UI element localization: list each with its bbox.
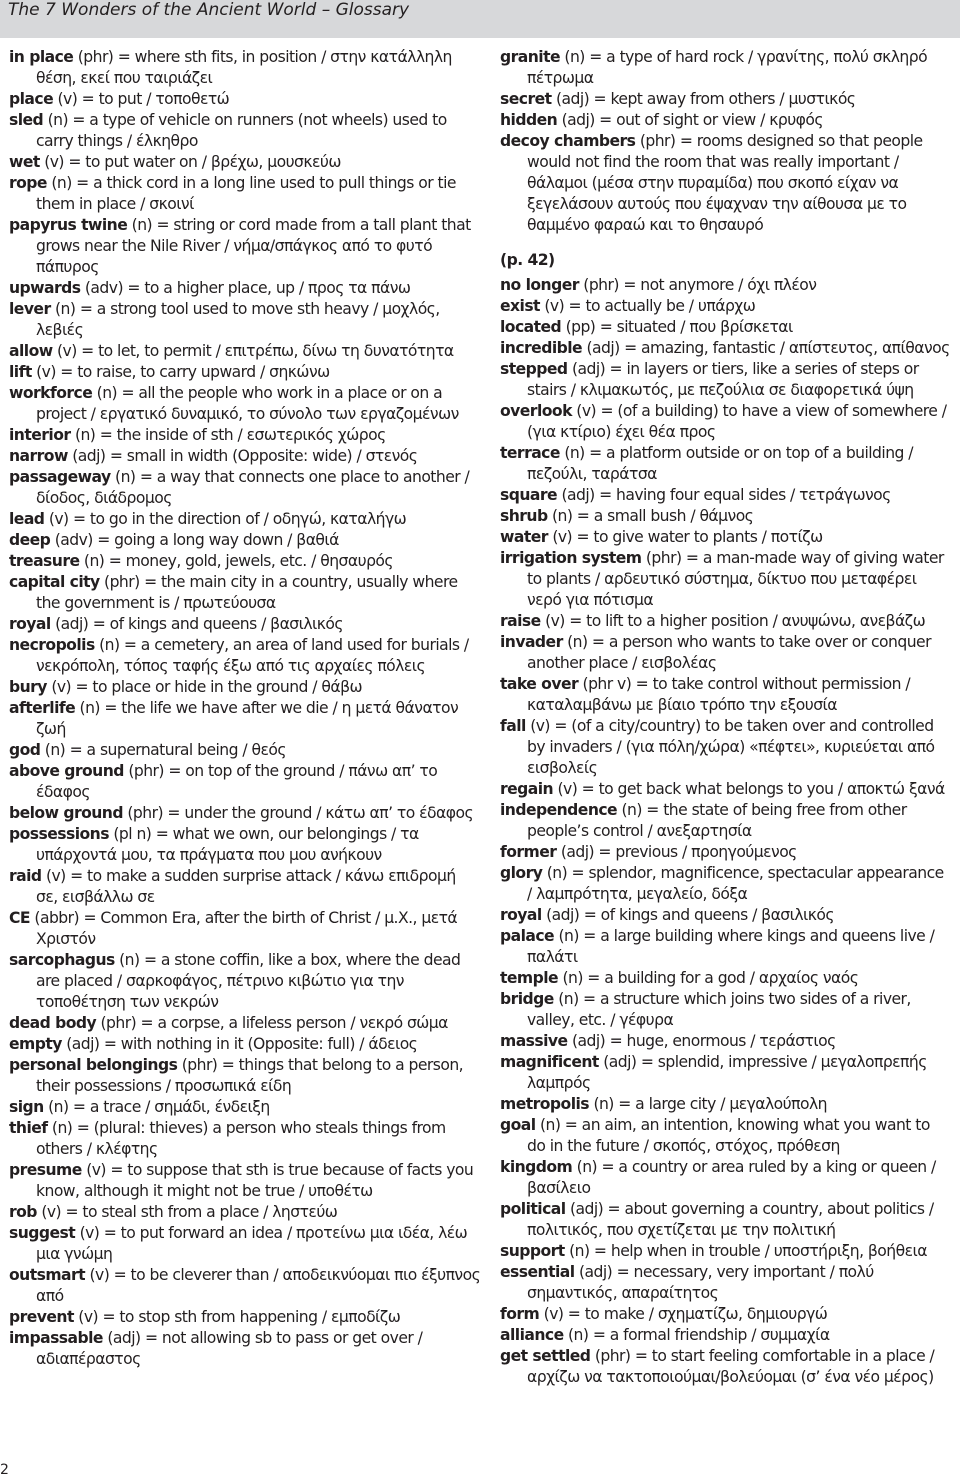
glossary-entry (500, 1115, 952, 1157)
glossary-term: rope (9, 174, 47, 192)
glossary-entry (500, 89, 952, 110)
glossary-term: lever (9, 300, 51, 318)
glossary-term: papyrus twine (9, 216, 128, 234)
glossary-entry (9, 425, 481, 446)
glossary-term: dead body (9, 1014, 97, 1032)
glossary-entry (9, 761, 481, 803)
glossary-definition: (pl n) = what we own, our belongings / τα υπάρχοντά μου, τα πράγματα που μου ανήκουν (36, 825, 419, 864)
glossary-entry (9, 1118, 481, 1160)
glossary-term: decoy chambers (500, 132, 636, 150)
glossary-definition: (phr) = things that belong to a person, their possessions / προσωπικά είδη (36, 1056, 464, 1095)
glossary-term: fall (500, 717, 526, 735)
glossary-entry (9, 47, 481, 89)
glossary-entry (500, 1304, 952, 1325)
glossary-term: in place (9, 48, 74, 66)
glossary-definition: (v) = to make / σχηματίζω, δημιουργώ (539, 1305, 828, 1323)
glossary-term: prevent (9, 1308, 74, 1326)
glossary-term: located (500, 318, 562, 336)
glossary-entry (500, 968, 952, 989)
glossary-column-left (9, 47, 481, 1370)
glossary-term: allow (9, 342, 53, 360)
glossary-entry (9, 1097, 481, 1118)
glossary-definition: (phr v) = to take control without permission / καταλαμβάνω με βίαιο τρόπο την εξουσία (527, 675, 911, 714)
glossary-entry (500, 338, 952, 359)
glossary-definition: (n) = string or cord made from a tall plant that grows near the Nile River / νήμα/σπάγκος από το φυτό πάπυρος (36, 216, 471, 276)
glossary-entry (9, 1160, 481, 1202)
glossary-entry (9, 614, 481, 635)
glossary-definition: (adj) = not allowing sb to pass or get over / αδιαπέραστος (36, 1329, 423, 1368)
glossary-term: wet (9, 153, 40, 171)
glossary-term: goal (500, 1116, 536, 1134)
glossary-term: necropolis (9, 636, 95, 654)
glossary-entry (9, 1202, 481, 1223)
glossary-definition: (phr) = a man-made way of giving water to plants / αρδευτικό σύστημα, δίκτυο που μεταφέρει νερό για πότισμα (527, 549, 944, 609)
glossary-definition: (n) = a structure which joins two sides of a river, valley, etc. / γέφυρα (527, 990, 911, 1029)
glossary-term: sled (9, 111, 44, 129)
glossary-entry (9, 1055, 481, 1097)
glossary-term: capital city (9, 573, 100, 591)
glossary-entry (9, 1223, 481, 1265)
glossary-term: irrigation system (500, 549, 642, 567)
glossary-definition: (adv) = going a long way down / βαθιά (50, 531, 339, 549)
glossary-term: above ground (9, 762, 124, 780)
glossary-definition: (adj) = previous / προηγούμενος (556, 843, 797, 861)
glossary-term: raise (500, 612, 541, 630)
glossary-term: support (500, 1242, 565, 1260)
glossary-entry (9, 803, 481, 824)
glossary-definition: (n) = the inside of sth / εσωτερικός χώρος (70, 426, 386, 444)
glossary-definition: (n) = a person who wants to take over or conquer another place / εισβολέας (527, 633, 931, 672)
glossary-definition: (n) = a supernatural being / θεός (40, 741, 286, 759)
glossary-definition: (n) = a strong tool used to move sth heavy / μοχλός, λεβιές (36, 300, 440, 339)
entry-list-right-top (500, 47, 952, 236)
glossary-entry (9, 572, 481, 614)
glossary-definition: (adj) = with nothing in it (Opposite: full) / άδειος (61, 1035, 418, 1053)
page-header (0, 0, 960, 38)
page-number: 2 (0, 1462, 9, 1478)
glossary-term: god (9, 741, 41, 759)
glossary-entry (500, 548, 952, 611)
glossary-entry (9, 152, 481, 173)
glossary-definition: (n) = an aim, an intention, knowing what you want to do in the future / σκοπός, στόχος, πρόθεση (527, 1116, 930, 1155)
glossary-entry (9, 509, 481, 530)
glossary-definition: (v) = to get back what belongs to you / αποκτώ ξανά (553, 780, 945, 798)
glossary-term: upwards (9, 279, 81, 297)
glossary-definition: (v) = (of a building) to have a view of somewhere / (για κτίριο) έχει θέα προς (527, 402, 947, 441)
glossary-entry (9, 299, 481, 341)
glossary-definition: (v) = (of a city/country) to be taken over and controlled by invaders / (για πόλη/χώρα) «πέφτει», κυριεύεται από εισβολείς (525, 717, 935, 777)
glossary-column-right (500, 47, 952, 1388)
glossary-definition: (v) = to actually be / υπάρχω (539, 297, 756, 315)
glossary-term: suggest (9, 1224, 76, 1242)
glossary-definition: (n) = all the people who work in a place or on a project / εργατικό δυναμικό, το σύνολο των εργαζομένων (36, 384, 459, 423)
glossary-entry (500, 1241, 952, 1262)
glossary-entry (9, 950, 481, 1013)
glossary-term: CE (9, 909, 30, 927)
glossary-term: secret (500, 90, 552, 108)
section-heading: (p. 42) (500, 251, 555, 269)
glossary-term: bridge (500, 990, 554, 1008)
glossary-term: invader (500, 633, 563, 651)
glossary-entry (500, 926, 952, 968)
glossary-entry (500, 485, 952, 506)
glossary-term: narrow (9, 447, 68, 465)
glossary-definition: (pp) = situated / που βρίσκεται (561, 318, 793, 336)
glossary-entry (9, 1265, 481, 1307)
glossary-definition: (phr) = where sth fits, in position / στην κατάλληλη θέση, εκεί που ταιριάζει (36, 48, 452, 87)
glossary-definition: (v) = to raise, to carry upward / σηκώνω (31, 363, 330, 381)
glossary-term: personal belongings (9, 1056, 178, 1074)
glossary-entry (9, 530, 481, 551)
glossary-term: political (500, 1200, 566, 1218)
glossary-definition: (n) = a way that connects one place to another / δίοδος, διάδρομος (36, 468, 470, 507)
glossary-definition: (n) = splendor, magnificence, spectacular appearance / λαμπρότητα, μεγαλείο, δόξα (527, 864, 944, 903)
glossary-entry (9, 173, 481, 215)
glossary-definition: (v) = to put / τοποθετώ (53, 90, 230, 108)
glossary-entry (9, 341, 481, 362)
glossary-entry (500, 842, 952, 863)
glossary-term: magnificent (500, 1053, 599, 1071)
glossary-entry (500, 1199, 952, 1241)
glossary-definition: (n) = a type of vehicle on runners (not wheels) used to carry things / έλκηθρο (36, 111, 447, 150)
glossary-definition: (v) = to make a sudden surprise attack / κάνω επιδρομή σε, εισβάλλω σε (36, 867, 456, 906)
glossary-entry (9, 1307, 481, 1328)
glossary-entry (500, 716, 952, 779)
glossary-term: treasure (9, 552, 80, 570)
glossary-entry (500, 47, 952, 89)
entry-list-right-main (500, 275, 952, 1388)
glossary-entry (500, 611, 952, 632)
glossary-definition: (adj) = about governing a country, about politics / πολιτικός, που σχετίζεται με την πολιτική (527, 1200, 934, 1239)
glossary-entry (500, 779, 952, 800)
glossary-entry (500, 905, 952, 926)
glossary-entry (9, 677, 481, 698)
glossary-definition: (n) = the state of being free from other people’s control / ανεξαρτησία (527, 801, 907, 840)
glossary-term: place (9, 90, 54, 108)
glossary-definition: (adj) = of kings and queens / βασιλικός (541, 906, 835, 924)
glossary-term: presume (9, 1161, 82, 1179)
glossary-definition: (n) = a small bush / θάμνος (547, 507, 754, 525)
glossary-term: glory (500, 864, 543, 882)
glossary-term: stepped (500, 360, 568, 378)
glossary-term: lift (9, 363, 32, 381)
glossary-entry (500, 1031, 952, 1052)
glossary-definition: (n) = a cemetery, an area of land used for burials / νεκρόπολη, τόπος ταφής έξω από τις αρχαίες πόλεις (36, 636, 469, 675)
glossary-term: incredible (500, 339, 583, 357)
glossary-entry (9, 698, 481, 740)
glossary-term: possessions (9, 825, 109, 843)
glossary-term: regain (500, 780, 554, 798)
glossary-definition: (n) = money, gold, jewels, etc. / θησαυρός (79, 552, 394, 570)
glossary-term: water (500, 528, 548, 546)
glossary-entry (9, 1034, 481, 1055)
glossary-definition: (n) = a platform outside or on top of a building / πεζούλι, ταράτσα (527, 444, 913, 483)
glossary-definition: (n) = a type of hard rock / γρανίτης, πολύ σκληρό πέτρωμα (527, 48, 928, 87)
glossary-definition: (n) = the life we have after we die / η μετά θάνατον ζωή (36, 699, 459, 738)
glossary-entry (9, 1013, 481, 1034)
glossary-entry (9, 446, 481, 467)
glossary-definition: (v) = to put forward an idea / προτείνω μια ιδέα, λέω μια γνώμη (36, 1224, 468, 1263)
glossary-entry (9, 908, 481, 950)
glossary-term: raid (9, 867, 42, 885)
glossary-entry (9, 383, 481, 425)
glossary-definition: (v) = to give water to plants / ποτίζω (547, 528, 823, 546)
glossary-definition: (n) = a country or area ruled by a king or queen / βασίλειο (527, 1158, 936, 1197)
glossary-definition: (n) = a stone coffin, like a box, where the dead are placed / σαρκοφάγος, πέτρινο κιβώτιο για την τοποθέτηση των νεκρών (36, 951, 461, 1011)
glossary-entry (500, 131, 952, 236)
glossary-definition: (phr) = a corpse, a lifeless person / νεκρό σώμα (96, 1014, 448, 1032)
glossary-entry (500, 443, 952, 485)
glossary-definition: (phr) = the main city in a country, usually where the government is / πρωτεύουσα (36, 573, 458, 612)
glossary-definition: (v) = to put water on / βρέχω, μουσκεύω (39, 153, 341, 171)
glossary-term: impassable (9, 1329, 103, 1347)
glossary-entry (9, 866, 481, 908)
glossary-entry (500, 527, 952, 548)
glossary-term: below ground (9, 804, 123, 822)
glossary-definition: (n) = a trace / σημάδι, ένδειξη (43, 1098, 270, 1116)
glossary-definition: (phr) = not anymore / όχι πλέον (578, 276, 817, 294)
glossary-term: outsmart (9, 1266, 86, 1284)
glossary-term: afterlife (9, 699, 76, 717)
glossary-definition: (phr) = under the ground / κάτω απ’ το έδαφος (122, 804, 474, 822)
entry-list-left (9, 47, 481, 1370)
glossary-entry (9, 635, 481, 677)
glossary-entry (500, 989, 952, 1031)
glossary-entry (9, 278, 481, 299)
glossary-term: square (500, 486, 558, 504)
glossary-entry (500, 1262, 952, 1304)
glossary-definition: (adj) = of kings and queens / βασιλικός (50, 615, 344, 633)
glossary-definition: (v) = to lift to a higher position / ανυψώνω, ανεβάζω (540, 612, 926, 630)
glossary-definition: (phr) = to start feeling comfortable in a place / αρχίζω να τακτοποιούμαι/βολεύομαι (σ’ ένα νέο μέρος) (527, 1347, 935, 1386)
glossary-term: take over (500, 675, 579, 693)
glossary-definition: (n) = (plural: thieves) a person who steals things from others / κλέφτης (36, 1119, 446, 1158)
glossary-term: metropolis (500, 1095, 590, 1113)
glossary-definition: (v) = to let, to permit / επιτρέπω, δίνω τη δυνατότητα (52, 342, 454, 360)
glossary-entry (500, 401, 952, 443)
glossary-term: kingdom (500, 1158, 573, 1176)
glossary-term: interior (9, 426, 71, 444)
glossary-term: massive (500, 1032, 568, 1050)
glossary-term: former (500, 843, 557, 861)
glossary-definition: (n) = help when in trouble / υποστήριξη, βοήθεια (564, 1242, 927, 1260)
glossary-term: alliance (500, 1326, 564, 1344)
glossary-entry (500, 1157, 952, 1199)
glossary-definition: (adj) = necessary, very important / πολύ σημαντικός, απαραίτητος (527, 1263, 874, 1302)
glossary-term: empty (9, 1035, 62, 1053)
glossary-term: form (500, 1305, 540, 1323)
glossary-definition: (adj) = having four equal sides / τετράγωνος (557, 486, 891, 504)
glossary-term: royal (9, 615, 51, 633)
glossary-definition: (n) = a building for a god / αρχαίος ναός (558, 969, 859, 987)
glossary-definition: (adj) = huge, enormous / τεράστιος (567, 1032, 836, 1050)
glossary-definition: (n) = a large city / μεγαλούπολη (589, 1095, 827, 1113)
glossary-term: no longer (500, 276, 579, 294)
glossary-entry (9, 215, 481, 278)
glossary-entry (9, 467, 481, 509)
glossary-term: get settled (500, 1347, 591, 1365)
glossary-entry (500, 317, 952, 338)
glossary-term: overlook (500, 402, 572, 420)
glossary-entry (9, 1328, 481, 1370)
glossary-entry (9, 551, 481, 572)
glossary-definition: (abbr) = Common Era, after the birth of Christ / μ.Χ., μετά Χριστόν (30, 909, 458, 948)
glossary-entry (9, 740, 481, 761)
glossary-entry (9, 824, 481, 866)
glossary-term: royal (500, 906, 542, 924)
glossary-term: workforce (9, 384, 93, 402)
glossary-term: lead (9, 510, 45, 528)
glossary-definition: (adj) = small in width (Opposite: wide) / στενός (67, 447, 418, 465)
glossary-entry (500, 1325, 952, 1346)
glossary-entry (500, 275, 952, 296)
glossary-entry (500, 674, 952, 716)
glossary-entry (500, 506, 952, 527)
glossary-term: sign (9, 1098, 44, 1116)
glossary-term: hidden (500, 111, 558, 129)
glossary-term: sarcophagus (9, 951, 115, 969)
glossary-entry (500, 1052, 952, 1094)
glossary-definition: (n) = a thick cord in a long line used to pull things or tie them in place / σκοινί (36, 174, 456, 213)
glossary-term: granite (500, 48, 561, 66)
glossary-entry (500, 632, 952, 674)
glossary-definition: (v) = to be cleverer than / αποδεικνύομαι πιο έξυπνος από (36, 1266, 481, 1305)
glossary-definition: (v) = to suppose that sth is true because of facts you know, although it might not be true / υποθέτω (36, 1161, 474, 1200)
glossary-term: thief (9, 1119, 48, 1137)
glossary-entry (9, 89, 481, 110)
glossary-entry (500, 110, 952, 131)
glossary-term: passageway (9, 468, 111, 486)
glossary-term: palace (500, 927, 555, 945)
glossary-definition: (n) = a formal friendship / συμμαχία (563, 1326, 830, 1344)
glossary-entry (500, 296, 952, 317)
glossary-definition: (adv) = to a higher place, up / προς τα πάνω (80, 279, 411, 297)
glossary-definition: (v) = to steal sth from a place / ληστεύω (36, 1203, 338, 1221)
glossary-definition: (v) = to place or hide in the ground / θάβω (46, 678, 363, 696)
glossary-term: shrub (500, 507, 548, 525)
glossary-entry (9, 110, 481, 152)
glossary-definition: (v) = to stop sth from happening / εμποδίζω (73, 1308, 401, 1326)
glossary-term: terrace (500, 444, 560, 462)
glossary-definition: (n) = a large building where kings and queens live / παλάτι (527, 927, 935, 966)
glossary-term: independence (500, 801, 618, 819)
glossary-definition: (adj) = amazing, fantastic / απίστευτος, απίθανος (582, 339, 950, 357)
glossary-definition: (phr) = rooms designed so that people would not find the room that was really important / θάλαμοι (μέσα στην πυραμίδα) που σκοπό είχαν να ξεγελάσουν αυτούς που έψαχναν την αίθουσα με το θαμμένο φαραώ και το θησαυρό (527, 132, 923, 234)
page-title: The 7 Wonders of the Ancient World – Glossary (8, 0, 410, 20)
glossary-definition: (adj) = splendid, impressive / μεγαλοπρεπής λαμπρός (527, 1053, 927, 1092)
glossary-definition: (v) = to go in the direction of / οδηγώ, καταλήγω (44, 510, 407, 528)
glossary-definition: (adj) = kept away from others / μυστικός (551, 90, 856, 108)
glossary-definition: (adj) = in layers or tiers, like a series of steps or stairs / κλιμακωτός, με πεζούλια σε διαφορετικά ύψη (527, 360, 919, 399)
glossary-term: bury (9, 678, 47, 696)
glossary-definition: (phr) = on top of the ground / πάνω απ’ το έδαφος (36, 762, 438, 801)
glossary-term: rob (9, 1203, 37, 1221)
glossary-entry (500, 1094, 952, 1115)
glossary-term: temple (500, 969, 559, 987)
glossary-entry (500, 359, 952, 401)
glossary-term: deep (9, 531, 51, 549)
glossary-term: essential (500, 1263, 575, 1281)
glossary-entry (9, 362, 481, 383)
glossary-entry (500, 863, 952, 905)
glossary-entry (500, 800, 952, 842)
glossary-term: exist (500, 297, 540, 315)
glossary-entry (500, 1346, 952, 1388)
glossary-definition: (adj) = out of sight or view / κρυφός (557, 111, 824, 129)
